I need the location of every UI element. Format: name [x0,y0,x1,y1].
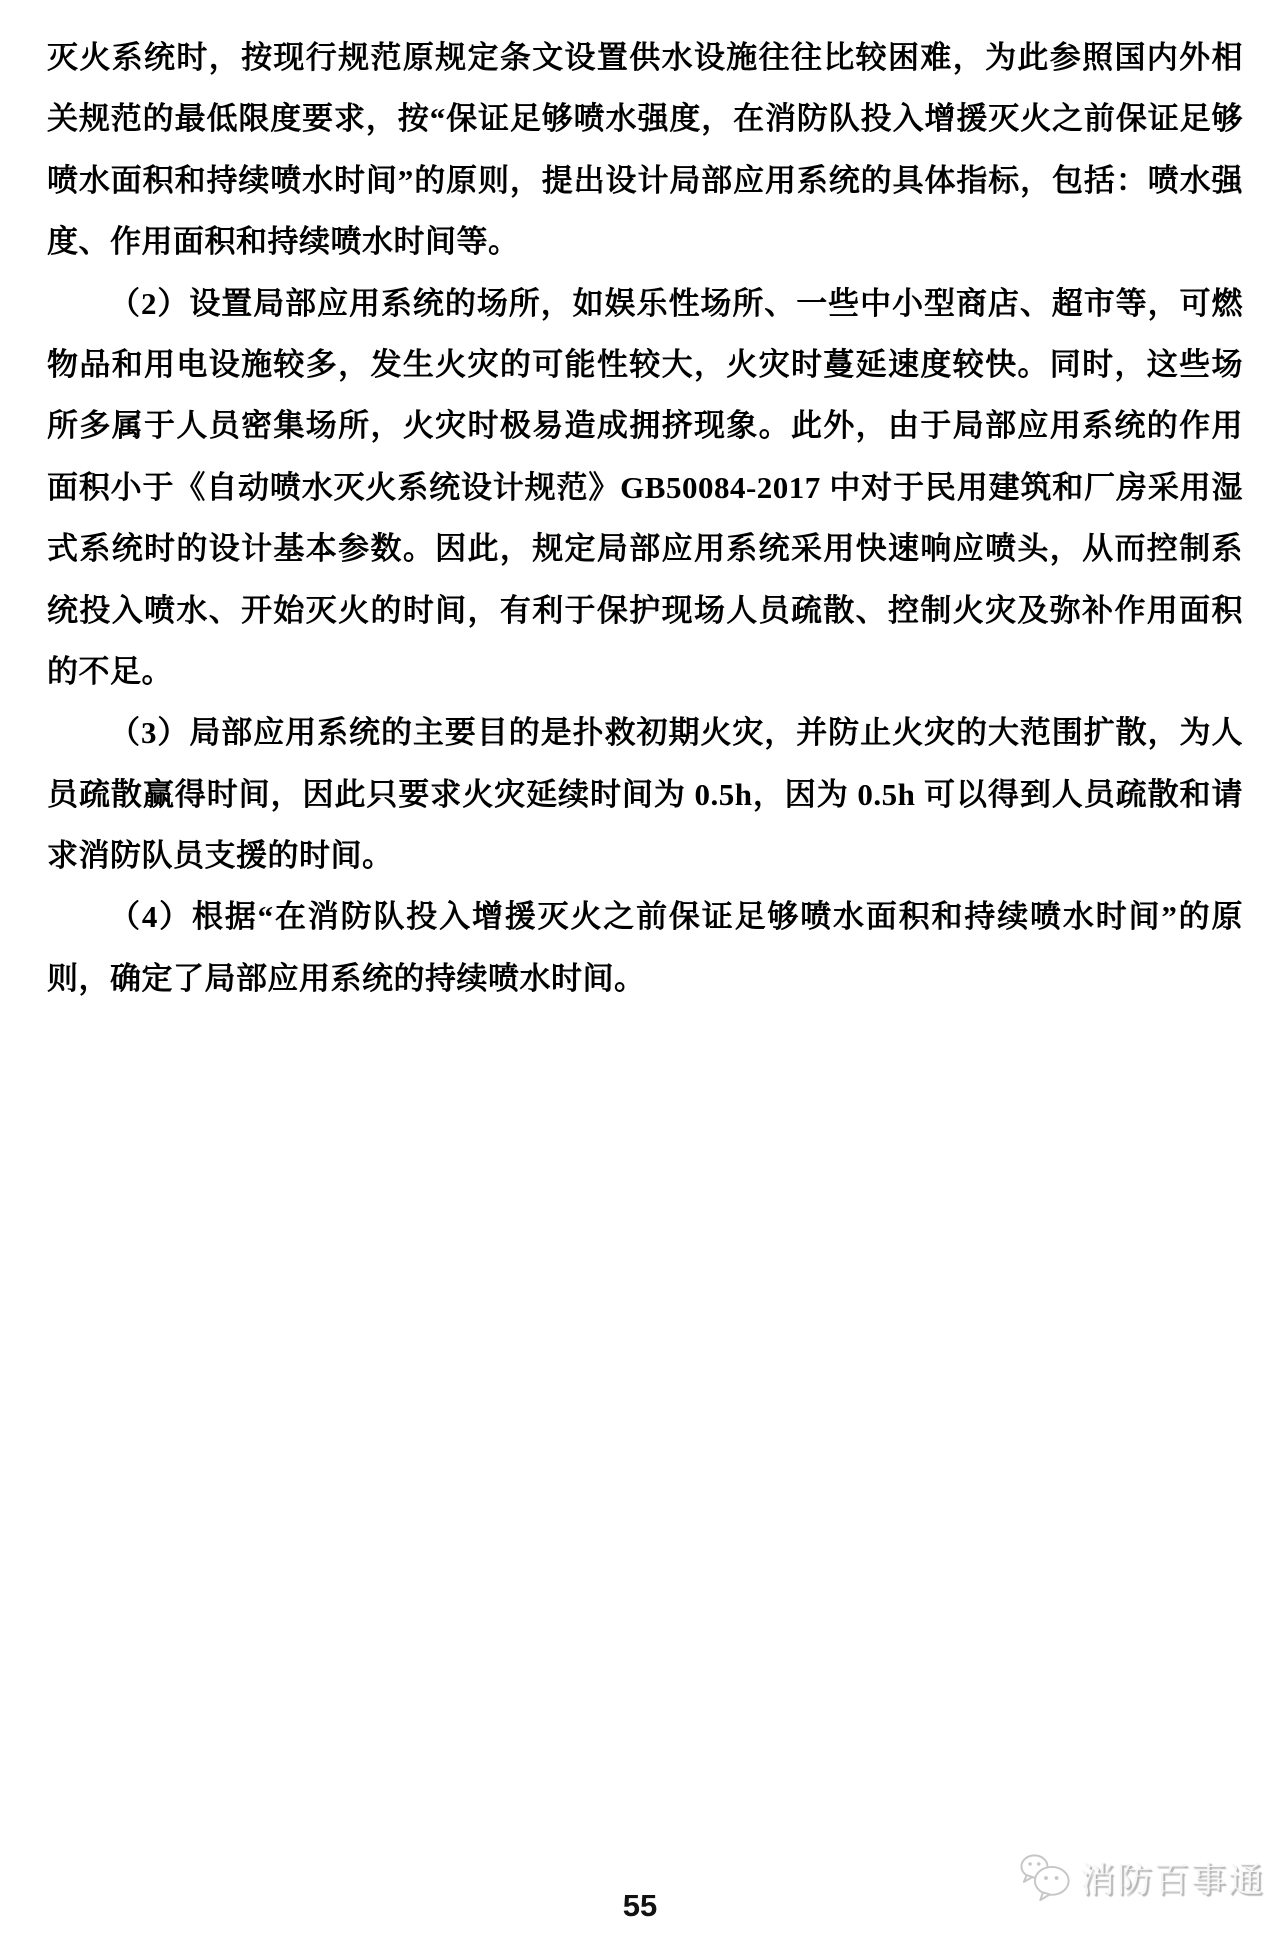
text-line: 求消防队员支援的时间。 [47,838,394,874]
text-line: 灭火系统时，按现行规范原规定条文设置供水设施往往比较困难，为此参照国内外相 [47,40,1243,75]
text-line: （3）局部应用系统的主要目的是扑救初期火灾，并防止火灾的大范围扩散，为人 [109,715,1243,751]
text-line: 统投入喷水、开始灭火的时间，有利于保护现场人员疏散、控制火灾及弥补作用面积 [47,592,1243,628]
text-line: 式系统时的设计基本参数。因此，规定局部应用系统采用快速响应喷头，从而控制系 [47,531,1243,567]
text-line: 物品和用电设施较多，发生火灾的可能性较大，火灾时蔓延速度较快。同时，这些场 [47,346,1243,382]
body-text [47,27,1243,1009]
text-line: （2）设置局部应用系统的场所，如娱乐性场所、一些中小型商店、超市等，可燃 [109,285,1243,321]
text-line: 度、作用面积和持续喷水时间等。 [47,224,520,260]
watermark-text: 消防百事通 [1079,1861,1265,1900]
text-line: 面积小于《自动喷水灭火系统设计规范》GB50084-2017 中对于民用建筑和厂房采用湿 [47,469,1244,505]
page-number: 55 [622,1888,658,1923]
text-line: （4）根据“在消防队投入增援灭火之前保证足够喷水面积和持续喷水时间”的原 [109,899,1243,935]
text-line: 员疏散赢得时间，因此只要求火灾延续时间为 0.5h，因为 0.5h 可以得到人员疏散和请 [47,776,1243,812]
text-line: 则，确定了局部应用系统的持续喷水时间。 [47,960,646,996]
text-line: 的不足。 [47,653,173,689]
text-line: 关规范的最低限度要求，按“保证足够喷水强度，在消防队投入增援灭火之前保证足够 [47,101,1243,137]
text-line: 喷水面积和持续喷水时间”的原则，提出设计局部应用系统的具体指标，包括：喷水强 [47,162,1243,198]
text-line: 所多属于人员密集场所，火灾时极易造成拥挤现象。此外，由于局部应用系统的作用 [47,408,1243,444]
